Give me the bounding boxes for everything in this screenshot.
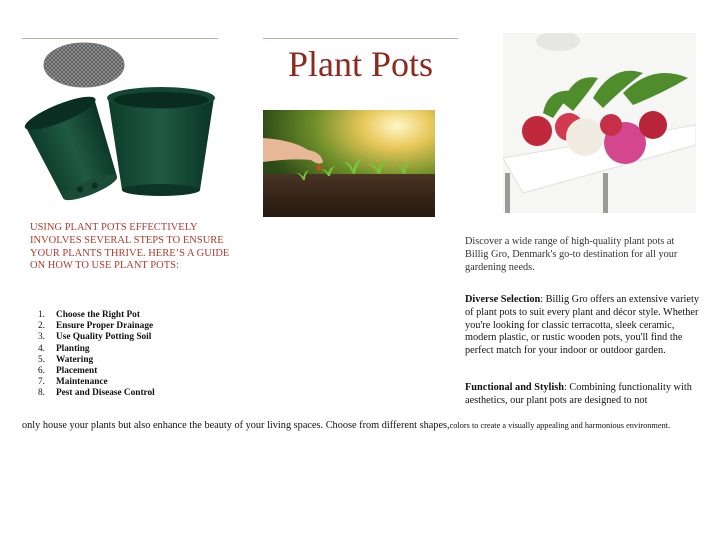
list-item: 8. Pest and Disease Control (38, 388, 155, 399)
list-item: 3. Use Quality Potting Soil (38, 332, 152, 343)
left-header-rule (22, 38, 218, 39)
bottom-small-text: colors to create a visually appealing and harmonious environment. (449, 421, 671, 430)
center-header-rule (263, 38, 458, 39)
diverse-selection-text: : Billig Gro offers an extensive variety of plant pots to suit every plant and décor style. Whether you're looking for classic terracotta, sleek ceramic, modern plastic, or rustic wooden pots, you'll find the perfect match for your indoor or outdoor garden. (465, 294, 700, 357)
diverse-selection-paragraph (465, 294, 700, 358)
list-item: 6. Placement (38, 366, 98, 377)
list-item: 7. Maintenance (38, 377, 108, 388)
list-item: 4. Planting (38, 343, 90, 354)
list-item: 1. Choose the Right Pot (38, 310, 140, 320)
functional-heading: Functional and Stylish (465, 382, 564, 393)
bottom-main-text: only house your plants but also enhance the beauty of your living spaces. Choose from different shapes, (22, 420, 450, 431)
list-item: 5. Watering (38, 354, 94, 365)
hand-planting-image (263, 110, 435, 217)
functional-text: : Combining functionality with aesthetics, our plant pots are designed to not (465, 382, 692, 406)
green-pots-image (22, 40, 218, 212)
lead-paragraph: Discover a wide range of high-quality plant pots at Billig Gro, Denmark's go-to destination for all your gardening needs. (465, 236, 678, 273)
diverse-selection-heading: Diverse Selection (465, 294, 541, 305)
steps-list (38, 310, 155, 400)
bottom-paragraph (22, 420, 702, 432)
radishes-image (503, 33, 696, 213)
intro-heading: USING PLANT POTS EFFECTIVELY INVOLVES SEVERAL STEPS TO ENSURE YOUR PLANTS THRIVE. HERE’S A GUIDE ON HOW TO USE PLANT POTS: (30, 222, 230, 272)
functional-paragraph (465, 382, 700, 408)
page-title: Plant Pots (287, 44, 434, 84)
list-item: 2. Ensure Proper Drainage (38, 321, 154, 332)
